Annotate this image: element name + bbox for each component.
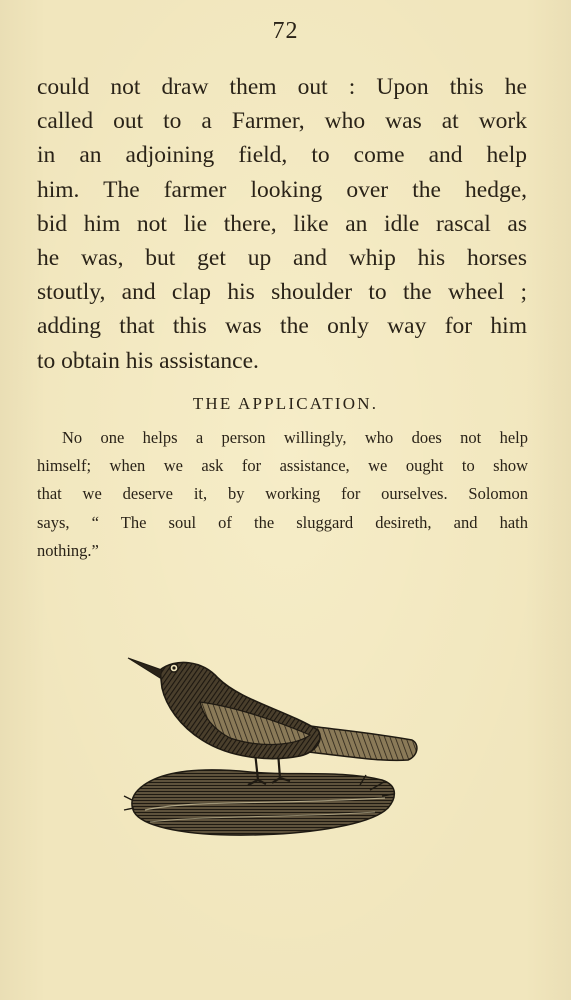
fable-line: called out to a Farmer, who was at work <box>37 108 527 135</box>
fable-line: bid him not lie there, like an idle rascal as <box>37 210 527 237</box>
fable-line: he was, but get up and whip his horses <box>37 245 527 272</box>
application-line: says, “ The soul of the sluggard desireth, and hath <box>37 512 528 532</box>
application-text <box>37 424 528 565</box>
bird-woodcut-illustration <box>120 640 430 845</box>
bird-tail <box>308 726 417 760</box>
application-line: nothing.” <box>37 540 99 560</box>
fable-line: to obtain his assistance. <box>37 347 259 374</box>
fable-line: adding that this was the only way for him <box>37 313 527 340</box>
application-line: himself; when we ask for assistance, we ought to show <box>37 456 528 476</box>
fable-line: could not draw them out : Upon this he <box>37 74 527 100</box>
page-number: 72 <box>272 18 299 44</box>
fable-line: stoutly, and clap his shoulder to the wheel ; <box>37 279 527 306</box>
fable-line: in an adjoining field, to come and help <box>37 142 527 169</box>
bird-beak <box>128 658 162 678</box>
application-line: No one helps a person willingly, who does not help <box>62 428 528 447</box>
application-line: that we deserve it, by working for ourselves. Solomon <box>37 484 528 504</box>
fable-text <box>37 70 527 378</box>
application-heading: THE APPLICATION. <box>192 394 379 413</box>
fable-line: him. The farmer looking over the hedge, <box>37 176 527 203</box>
